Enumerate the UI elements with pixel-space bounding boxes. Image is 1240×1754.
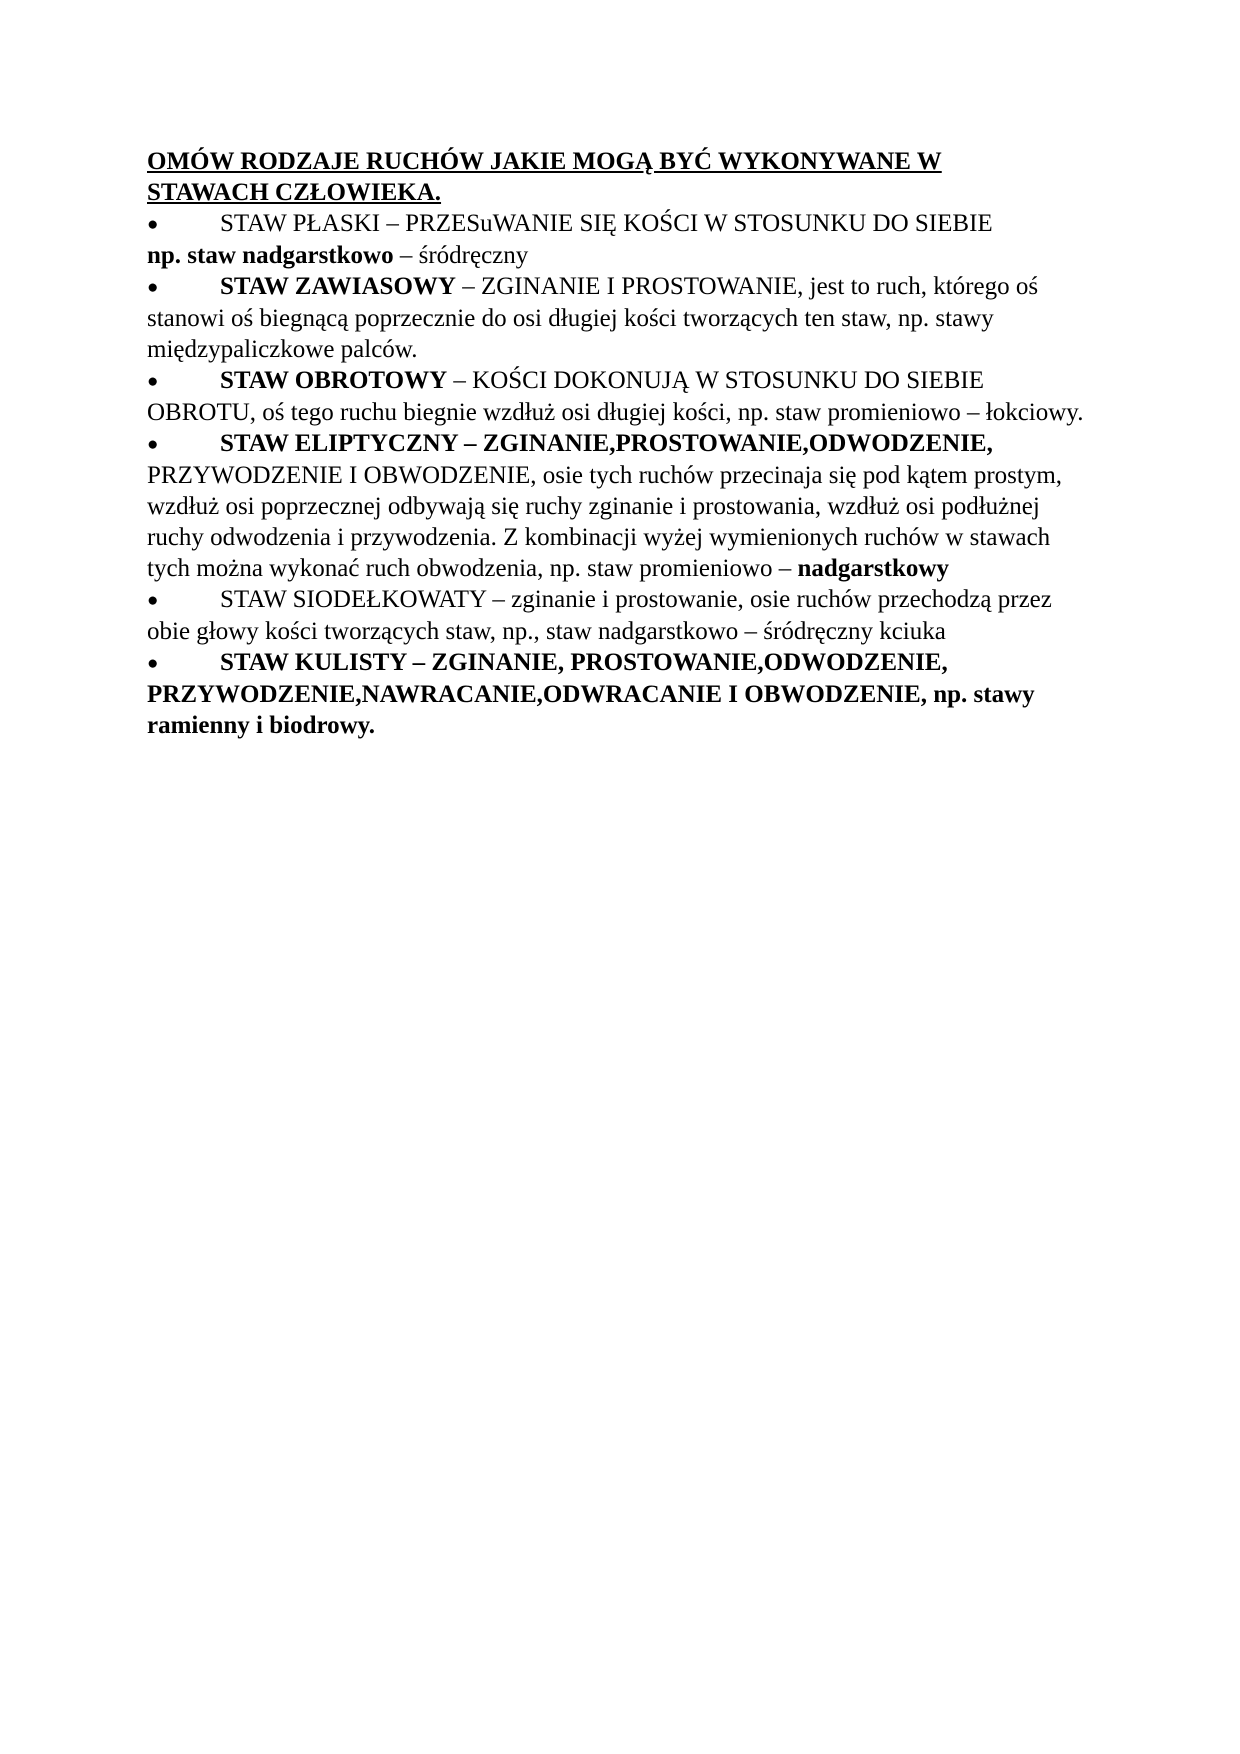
list-item [147,365,1087,428]
joint-name: STAW SIODEŁKOWATY [220,586,487,613]
item-example: np. staw nadgarstkowo [147,242,394,269]
item-example-tail: – śródręczny [393,242,529,269]
bullet-icon: ● [147,653,159,674]
item-text: – KOŚCI DOKONUJĄ W STOSUNKU DO SIEBIE OBROTU, oś tego ruchu biegnie wzdłuż osi długiej kości, np. staw promieniowo – łokciowy. [147,367,1084,426]
bullet-icon: ● [147,434,159,455]
list-item [147,271,1087,365]
joint-name: STAW OBROTOWY [220,367,448,394]
item-text: PRZYWODZENIE I OBWODZENIE, osie tych ruchów przecinaja się pod kątem prostym, wzdłuż osi poprzecznej odbywają się ruchy zginanie i prostowania, wzdłuż osi podłużnej ruchy odwodzenia i przywodzenia. Z kombinacji wyżej wymienionych ruchów w stawach tych można wykonać ruch obwodzenia, np. staw promieniowo – [147,462,1063,582]
list-item [147,584,1087,647]
title-line-2: STAWACH CZŁOWIEKA. [147,179,442,206]
item-text: – PRZESuWANIE SIĘ KOŚCI W STOSUNKU DO SIEBIE [380,210,993,237]
bullet-icon: ● [147,277,159,298]
joint-name: STAW ZAWIASOWY [220,273,456,300]
title-line-1: OMÓW RODZAJE RUCHÓW JAKIE MOGĄ BYĆ WYKONYWANE W [147,148,942,175]
item-text: – zginanie i prostowanie, osie ruchów przechodzą przez obie głowy kości tworzących staw, np., staw nadgarstkowo – śródręczny kciuka [147,586,1052,645]
item-text: – ZGINANIE, PROSTOWANIE,ODWODZENIE, PRZYWODZENIE,NAWRACANIE,ODWRACANIE I OBWODZENIE, np. stawy ramienny i biodrowy. [147,649,1035,739]
document-page [147,146,1087,741]
bullet-icon: ● [147,214,159,235]
item-text: – ZGINANIE I PROSTOWANIE, jest to ruch, którego oś stanowi oś biegnącą poprzecznie do osi długiej kości tworzących ten staw, np. stawy międzypaliczkowe palców. [147,273,1039,363]
joint-name: STAW KULISTY [220,649,407,676]
list-item [147,428,1087,584]
joint-name: STAW ELIPTYCZNY [220,430,458,457]
item-text-tail: nadgarstkowy [791,555,949,582]
document-title [147,146,1087,208]
item-text-bold: – ZGINANIE,PROSTOWANIE,ODWODZENIE, [457,430,993,457]
joint-types-list [147,208,1087,741]
list-item [147,208,1087,271]
joint-name: STAW PŁASKI [220,210,381,237]
bullet-icon: ● [147,371,159,392]
list-item [147,647,1087,741]
bullet-icon: ● [147,590,159,611]
